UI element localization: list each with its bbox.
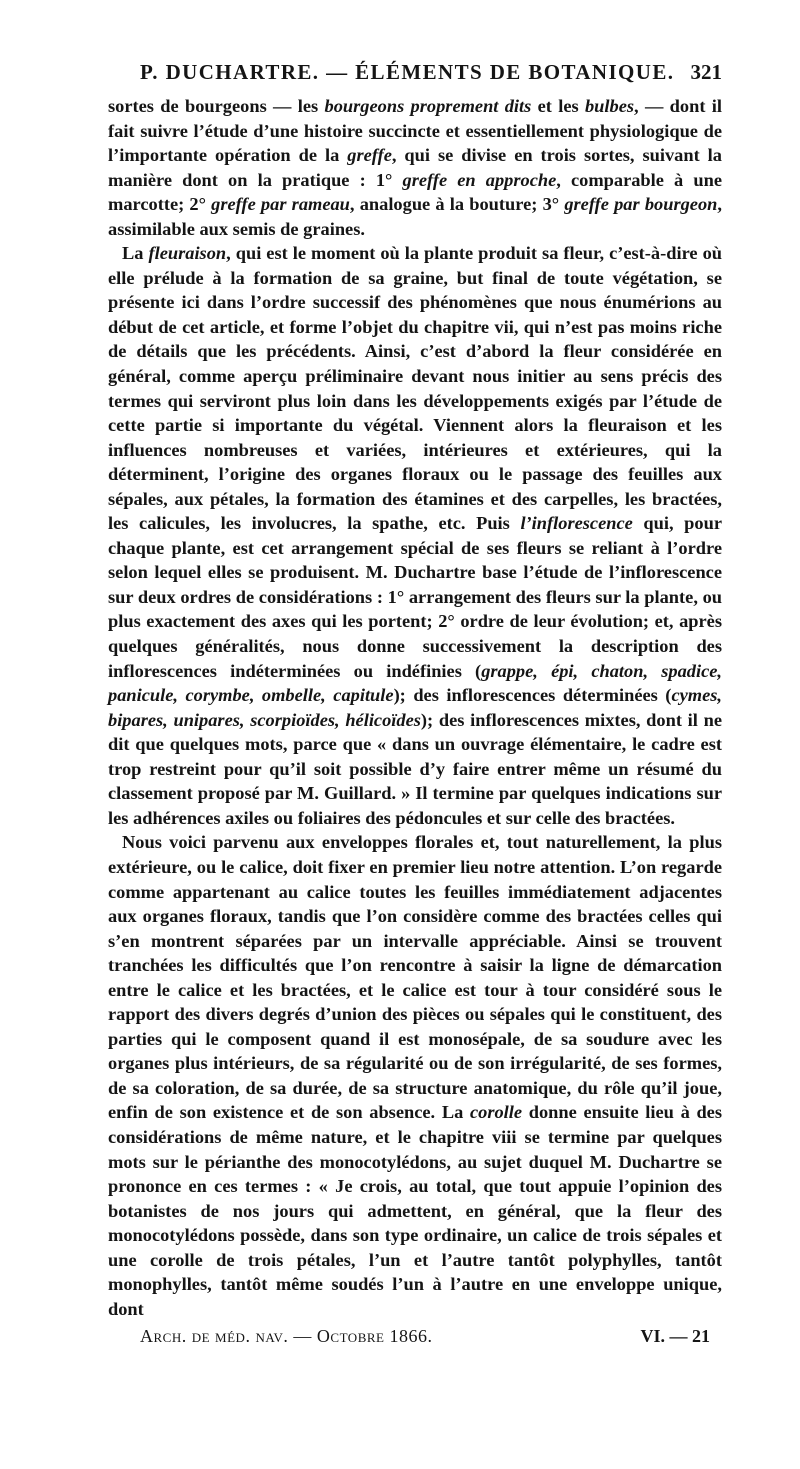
paragraph-2: La fleuraison, qui est le moment où la plante produit sa fleur, c’est-à-dire où elle prélude à la formation de sa graine, but final de toute végétation, se présente ici dans l’ordre successif des phénomènes que nous énumérions au début de cet article, et forme l’objet du chapitre vii, qui n’est pas moins riche de détails que les précédents. Ainsi, c’est d’abord la fleur considérée en général, comme aperçu préliminaire devant nous initier au sens précis des termes qui serviront plus loin dans les développements exigés par l’étude de cette partie si importante du végétal. Viennent alors la fleuraison et les influences nombreuses et variées, intérieures et extérieures, qui la déterminent, l’origine des organes floraux ou le passage des feuilles aux sépales, aux pétales, la formation des étamines et des carpelles, les bractées, les calicules, les involucres, la spathe, etc. Puis l’inflorescence qui, pour chaque plante, est cet arrangement spécial de ses fleurs se reliant à l’ordre selon lequel elles se produisent. M. Duchartre base l’étude de l’inflorescence sur deux ordres de considérations : 1° arrangement des fleurs sur la plante, ou plus exactement des axes qui les portent; 2° ordre de leur évolution; et, après quelques généralités, nous donne successivement la description des inflorescences indéterminées ou indéfinies (grappe, épi, chaton, spadice, panicule, corymbe, ombelle, capitule); des inflorescences déterminées (cymes, bipares, unipares, scorpioïdes, hélicoïdes); des inflorescences mixtes, dont il ne dit que quelques mots, parce que « dans un ouvrage élémentaire, le cadre est trop restreint pour qu’il soit possible d’y faire entrer même un résumé du classement proposé par M. Guillard. » Il termine par quelques indications sur les adhérences axiles ou foliaires des pédoncules et sur celle des bractées. bbox=[108, 243, 722, 828]
signature-mark: VI. — 21 bbox=[640, 1326, 710, 1346]
body-text bbox=[108, 94, 722, 1321]
journal-citation: Arch. de méd. nav. — Octobre 1866. bbox=[140, 1326, 433, 1346]
running-header bbox=[108, 60, 722, 94]
paragraph-3: Nous voici parvenu aux enveloppes florales et, tout naturellement, la plus extérieure, ou le calice, doit fixer en premier lieu notre attention. L’on regarde comme appartenant au calice toutes les feuilles immédiatement adjacentes aux organes floraux, tandis que l’on considère comme des bractées celles qui s’en montrent séparées par un intervalle appréciable. Ainsi se trouvent tranchées les difficultés que l’on rencontre à saisir la ligne de démarcation entre le calice et les bractées, et le calice est tour à tour considéré sous le rapport des divers degrés d’union des pièces ou sépales qui le constituent, des parties qui le composent quand il est monosépale, de sa soudure avec les organes plus intérieurs, de sa régularité ou de son irrégularité, de ses formes, de sa coloration, de sa durée, de sa structure anatomique, du rôle qu’il joue, enfin de son existence et de son absence. La corolle donne ensuite lieu à des considérations de même nature, et le chapitre viii se termine par quelques mots sur le périanthe des monocotylédons, au sujet duquel M. Duchartre se prononce en ces termes : « Je crois, au total, que tout appuie l’opinion des botanistes de nos jours qui admettent, en général, que la fleur des monocotylédons possède, dans son type ordinaire, un calice de trois sépales et une corolle de trois pétales, l’un et l’autre tantôt polyphylles, tantôt monophylles, tantôt même soudés l’un à l’autre en une enveloppe unique, dont bbox=[108, 832, 722, 1319]
running-title: P. DUCHARTRE. — ÉLÉMENTS DE BOTANIQUE. bbox=[140, 60, 675, 84]
paragraph-1: sortes de bourgeons — les bourgeons proprement dits et les bulbes, — dont il fait suivre l’étude d’une histoire succincte et essentiellement physiologique de l’importante opération de la greffe, qui se divise en trois sortes, suivant la manière dont on la pratique : 1° greffe en approche, comparable à une marcotte; 2° greffe par rameau, analogue à la bouture; 3° greffe par bourgeon, assimilable aux semis de graines. bbox=[108, 96, 722, 239]
page-number: 321 bbox=[690, 60, 722, 84]
page-footer bbox=[108, 1326, 722, 1352]
